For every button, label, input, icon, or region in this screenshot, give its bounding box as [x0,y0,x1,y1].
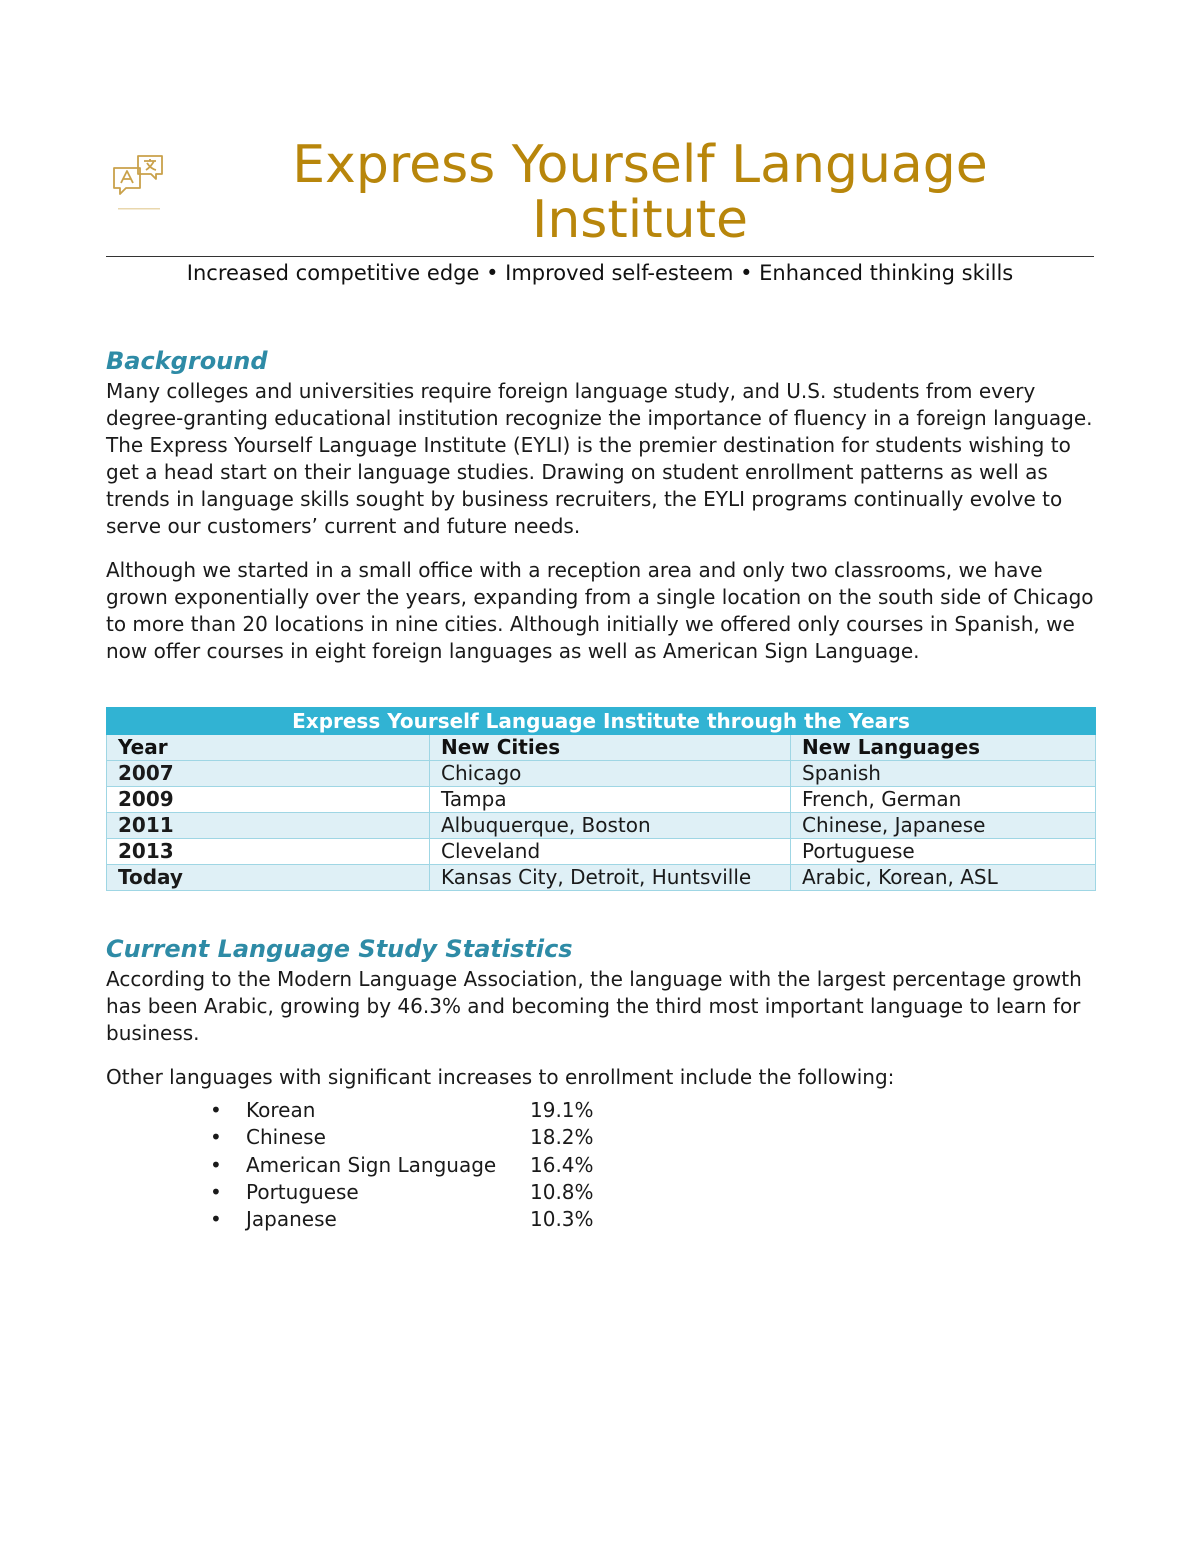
table-row [107,813,1096,839]
table-row [107,787,1096,813]
language-name: Portuguese [246,1179,359,1204]
document-title: Express Yourself Language Institute [292,135,988,250]
cities-cell: Kansas City, Detroit, Huntsville [430,865,791,891]
languages-cell: Arabic, Korean, ASL [791,865,1096,891]
table-row [107,761,1096,787]
table-title: Express Yourself Language Institute through the Years [107,708,1096,735]
translate-icon [108,150,170,220]
statistics-heading: Current Language Study Statistics [106,935,573,963]
history-table [106,707,1096,891]
background-heading: Background [106,347,268,375]
bullet: • [210,1179,222,1204]
languages-cell: Chinese, Japanese [791,813,1096,839]
bullet: • [210,1125,222,1150]
bullet: • [210,1207,222,1232]
background-paragraph-1: Many colleges and universities require foreign language study, and U.S. students from every degree-granting educational institution recognize the importance of fluency in a foreign language. The Express Yourself Language Institute (EYLI) is the premier destination for students wishing to get a head start on their language studies. Drawing on student enrollment patterns as well as trends in language skills sought by business recruiters, the EYLI programs continually evolve to serve our customers’ current and future needs. [106,379,1093,538]
header-divider [106,256,1094,257]
growth-percent: 16.4% [530,1152,594,1177]
growth-percent: 18.2% [530,1125,594,1150]
statistics-paragraph-2: Other languages with significant increases to enrollment include the following: [106,1065,895,1089]
languages-cell: French, German [791,787,1096,813]
year-cell: 2007 [107,761,430,787]
column-header-year: Year [107,735,430,761]
cities-cell: Tampa [430,787,791,813]
cities-cell: Albuquerque, Boston [430,813,791,839]
table-row [107,865,1096,891]
growth-percent: 10.3% [530,1207,594,1232]
background-paragraph-2: Although we started in a small office with a reception area and only two classrooms, we have grown exponentially over the years, expanding from a single location on the south side of Chicago to more than 20 locations in nine cities. Although initially we offered only courses in Spanish, we now offer courses in eight foreign languages as well as American Sign Language. [106,558,1094,663]
languages-cell: Spanish [791,761,1096,787]
year-cell: Today [107,865,430,891]
language-name: Korean [246,1098,316,1122]
growth-percent: 19.1% [530,1098,594,1122]
cities-cell: Cleveland [430,839,791,865]
year-cell: 2009 [107,787,430,813]
language-name: American Sign Language [246,1152,497,1177]
bullet: • [210,1098,222,1122]
growth-percent: 10.8% [530,1179,594,1204]
table-row [107,839,1096,865]
language-name: Japanese [246,1207,337,1232]
tagline: Increased competitive edge • Improved self-esteem • Enhanced thinking skills [186,261,1014,285]
column-header-new-languages: New Languages [791,735,1096,761]
year-cell: 2011 [107,813,430,839]
column-header-new-cities: New Cities [430,735,791,761]
statistics-paragraph-1: According to the Modern Language Association, the language with the largest percentage growth has been Arabic, growing by 46.3% and becoming the third most important language to learn for business. [106,967,1082,1045]
cities-cell: Chicago [430,761,791,787]
languages-cell: Portuguese [791,839,1096,865]
language-name: Chinese [246,1125,326,1150]
year-cell: 2013 [107,839,430,865]
bullet: • [210,1152,222,1177]
